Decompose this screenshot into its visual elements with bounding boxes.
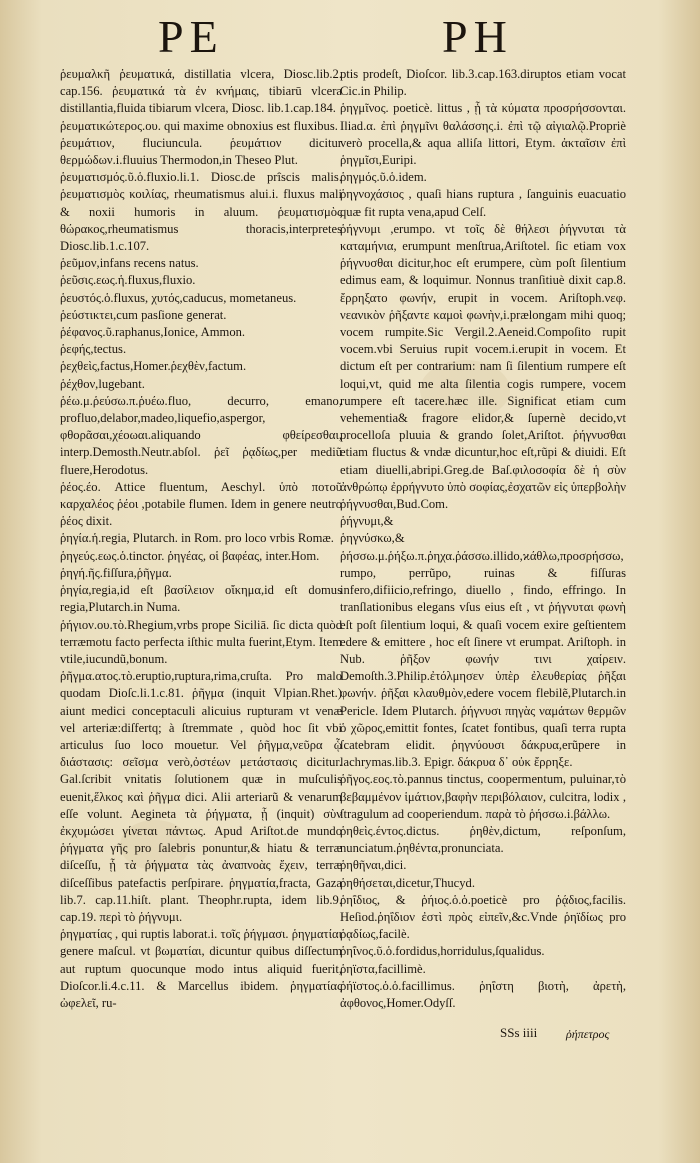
catchword: ῥήπετρος xyxy=(566,1027,610,1041)
dictionary-entry: ῥηθῆναι,dici. xyxy=(340,858,407,873)
dictionary-entry: ptis prodeſt, Dioſcor. lib.3.cap.163.diruptos etiam vocat Cic.in Philip. xyxy=(340,67,626,99)
dictionary-entry: ῥεῦσις.εως.ἡ.fluxus,fluxio. xyxy=(60,273,196,288)
dictionary-entry: ῥηγνοχάσιος , quaſi hians ruptura , ſanguinis euacuatio quæ fit rupta vena,apud Celſ. xyxy=(340,187,626,219)
dictionary-entry: ῥέω.μ.ῥεύσω.π.ῥυέω.fluo, decurro, emano, profluo,delabor,madeo,liquefio,aspergor, φθορᾶσαι,χέοωαι.aliquando φθείρεσθαι, interp.Demosth.Neutr.abſol. ῥεῖ ῥᾳδίως,per mediũ fluere,Herodotus. xyxy=(60,393,342,477)
dictionary-entry: ῥῆγμα.ατος.τὸ.eruptio,ruptura,rima,cruſta. Pro malo quodam Dioſc.li.1.c.81. ῥῆγμα (inquit Vlpian.Rhet.) aiunt medici conceptaculi alicuius rupturam vt venæ vel arteriæ:diſfertq; à ſtremmate , quòd hoc ſit vbi articulus ſuo loco mouetur. Vel ῥῆγμα,νεῦρα ᾧ διάστασις: σεῖσμα verò,ὀστέων μετάστασις dicitur. Gal.ſcribit vnitatis ſolutionem quæ in muſculis euenit,ἕλκος καὶ ῥῆγμα dici. Alii arteriarũ & venarum eſſe volunt. Aegineta τὰ ῥήγματα, ᾗ (inquit) σὺν ἐκχυμώσει γίνεται πάντως. Apud Ariſtot.de mundo ῥήγματα γῆς pro ſalebris ponuntur,& hiatu & terræ diſceſſu, ᾗ τὰ ῥήγματα τὰς ἀναπνοὰς ἔχειν, terræ diſceſſibus patefactis perſpirare. ῥηγματία,fracta, Gaza lib.7. cap.11.hiſt. plant. Theophr.rupta, idem lib.9. cap.19. περὶ τὸ ῥήγνυμι. xyxy=(60,669,342,924)
dictionary-entry: ῥηγία,regia,id eſt βασίλειον οἴκημα,id eſt domus regia,Plutarch.in Numa. xyxy=(60,583,342,615)
dictionary-entry: ῥήγνυμι,& xyxy=(340,514,394,529)
dictionary-entry: ῥευμάτιον, fluciuncula. ῥευμάτιον dicitur θερμώδων.i.fluuius Thermodon,in Theseo Plut. xyxy=(60,135,342,168)
dictionary-entry: ῥευμαλκῆ ῥευματικά, distillatia vlcera, Diosc.lib.2. cap.156. ῥευματικά τὰ ἐν κνήμαις, tibiarū vlcera distillantia,fluida tibiarum vlcera, Diosc. lib.1.cap.184. xyxy=(60,67,342,116)
dictionary-entry: ῥευστός.ὁ.fluxus, χυτός,caducus, mometaneus. xyxy=(60,290,297,305)
running-head-left: PE xyxy=(158,11,224,62)
dictionary-entry: ῥέος.έο. Attice fluentum, Aeschyl. ὑπὸ ποτοῦ καρχαλέος ῥέοι ,potabile flumen. Idem in genere neutro ῥέος dixit. xyxy=(60,479,342,529)
dictionary-entry: ῥεῦμον,infans recens natus. xyxy=(60,256,199,271)
dictionary-entry: ῥέχθον,lugebant. xyxy=(60,376,145,391)
left-column xyxy=(60,66,342,1012)
dictionary-entry: ῥεφής,tectus. xyxy=(60,342,127,357)
dictionary-entry: ῥηΐδιος, & ῥήιος.ὁ.ὁ.poeticè pro ῥᾴδιος,facilis. Heſiod.ῥηΐδιον ἐστὶ πρὸς εἰπεῖν,&c.Vnde ῥηϊδίως pro ῥᾳδίως,facilè. xyxy=(340,892,626,942)
dictionary-entry: ῥευματισμός.ῦ.ὁ.fluxio.li.1. Diosc.de prîscis malis. ῥευματισμὸς κοιλίας, rheumatismus alui.i. fluxus mali & noxii humoris in aluum. ῥευματισμὸς θώρακος,rheumatismus thoracis,interpretes Diosc.lib.1.c.107. xyxy=(60,170,342,254)
dictionary-entry: ῥῆγος.εος.τὸ.pannus tinctus, coopermentum, puluinar,τὸ βεβαμμένον ἱμάτιον,βαφὴν περιβόλαιον, culcitra, lodix , ſtragulum ad cooperiendum. παρὰ τὸ ῥήσσω.i.βάλλω. xyxy=(340,772,626,821)
right-column xyxy=(340,66,626,1012)
dictionary-entry: ῥήγνυμι ,erumpo. vt τοῖς δὲ θήλεσι ῥήγνυται τὰ καταμήνια, erumpunt menſtrua,Ariſtotel. ſic etiam vox ῥήγνυσθαι dicitur,hoc eſt erumpere, cùm poſt ſilentium edimus eam, & loquimur. Nonnus tranſitiuè dixit cap.8. ἔρρηξατο φωνήν, erupit in vocem. Ariſtoph.νεφ. νεανικὸν ῥῆξαντε καμοὶ φωνὴν,i.prælongam mihi quoq; vocem rumpite.Sic Vergil.2.Aeneid.Compoſito rupit vocem.vbi Seruius rupit vocem.i.erupit in vocem. Et dictum eſt per contrarium: nam ſi ſilentium rumpere eſt loqui,vt, quid me alta ſilentia cogis rumpere, vocem rumpere eſt tacere.hæc ille. Significat etiam cum vehementia& fragore elidor,& ſupernè decido,vt procelloſa pluuia & grando ſolet,Ariſtot. ῥήγνυσθαι etiam fluctus & vndæ dicuntur,hoc eſt,rũpi & diuidi. Eſt etiam diuelli,abripi.Greg.de Baſ.φιλοσοφία δὲ ἡ σὺν ἀνθρώπῳ ἐρρήγνυτο ὑπὸ σοφίας,ἐσχατῶν εἰς ὑπερβολὴν ῥήγνυσθαι,Bud.Com. xyxy=(340,221,626,512)
dictionary-entry: ῥηγή.ῆς.fiſſura,ῥῆγμα. xyxy=(60,565,172,580)
dictionary-entry: ῥηγία.ἡ.regia, Plutarch. in Rom. pro loco vrbis Romæ. xyxy=(60,531,334,546)
dictionary-entry: ῥεχθεὶς,factus,Homer.ῥεχθὲν,factum. xyxy=(60,359,247,374)
signature-mark: SSs iiii xyxy=(500,1025,538,1040)
dictionary-entry: ῥηθεὶς.έντος.dictus. ῥηθὲν,dictum, reſponſum, nunciatum.ῥηθέντα,pronunciata. xyxy=(340,823,626,856)
dictionary-entry: ῥηγμός.ῦ.ὁ.idem. xyxy=(340,170,427,185)
dictionary-entry: ῥευματικώτερος.ου. qui maxime obnoxius est fluxibus. xyxy=(60,118,338,133)
dictionary-entry: ῥηγμῖνος. poeticè. littus , ᾗ τὰ κύματα προσρήσσονται. Iliad.α. ἐπὶ ῥηγμῖνι θαλάσσης.i. ἐπὶ τῷ αἰγιαλῷ.Propriè verò procella,& aqua alliſa littori, Etym. ἀκταῖσιν ἐπὶ ῥηγμῖσι,Euripi. xyxy=(340,101,626,168)
dictionary-entry: ῥηγματίας , qui ruptis laborat.i. τοῖς ῥήγμασι. ῥηγματίαι genere maſcul. vt βωματίαι, dicuntur quibus diſſectum aut ruptum quocunque modo intus aliquid fuerit, Dioſcor.li.4.c.11. & Marcellus ibidem. ῥηγματίας ὠφελεῖ, ru- xyxy=(60,927,342,1010)
dictionary-entry: ῥηθήσεται,dicetur,Thucyd. xyxy=(340,875,475,890)
running-head-right: PH xyxy=(442,11,513,62)
dictionary-entry: ῥήγιον.ου.τὸ.Rhegium,vrbs prope Siciliā. ſic dicta quòd terræmotu facto perfecta iſthic multa fuerint,Etym. Item vtile,iucundũ,bonum. xyxy=(60,617,342,666)
dictionary-entry: ῥηϊστα,facillimè. xyxy=(340,961,426,976)
dictionary-entry: ῥέφανος.ῦ.raphanus,Ionice, Ammon. xyxy=(60,325,246,340)
dictionary-entry: ῥήσσω.μ.ῥήξω.π.ῥηχα.ῥάσσω.illido,ϰάθλω,προσρήσσω, rumpo, perrũpo, ruinas & fiſſuras infero,difiicio,refringo, diuello , findo, effringo. In tranſlationibus elegans vſus eius eſt , vt ῥήγνυται φωνὴ eſt poſt ſilentium loqui, & quaſi vocem exire geſtientem edere & emittere , hoc eſt ſinere vt erumpat. Ariſtoph. in Nub. ῥῆξον φωνήν τινι χαίρειν. Demoſth.3.Philip.ἐτόλμησεν ὑπὲρ ἐλευθερίας ῥῆξαι φωνήν. ῥῆξαι κλαυθμὸν,edere vocem flebilẽ,Plutarch.in Pericle. Idem Plutarch. ῥήγνυσι πηγὰς ναμάτων θερμῶν ὁ χῶρος,emittit fontes, ſcatet fontibus, quaſi terra rupta ſcatebram elidit. ῥηγνύουσι δάκρυα,erũpere in lachrymas.lib.3. Epigr. δάκρυα δ᾽ οὐκ ἔρρηξε. xyxy=(340,548,626,770)
dictionary-entry: ῥήϊστος.ὁ.ὁ.facillimus. ῥηΐστη βιοτὴ, ἀρετὴ, ἀφθονος,Homer.Odyſſ. xyxy=(340,978,626,1010)
dictionary-entry: ῥεύστικτει,cum pasſione generat. xyxy=(60,307,227,322)
dictionary-entry: ῥηγεύς.εως.ὁ.tinctor. ῥηγέας, οἱ βαφέας, inter.Hom. xyxy=(60,548,320,563)
dictionary-entry: ῥηΐνος.ῦ.ὁ.fordidus,horridulus,ſqualidus. xyxy=(340,944,545,959)
dictionary-entry: ῥηγνύσκω,& xyxy=(340,531,405,546)
